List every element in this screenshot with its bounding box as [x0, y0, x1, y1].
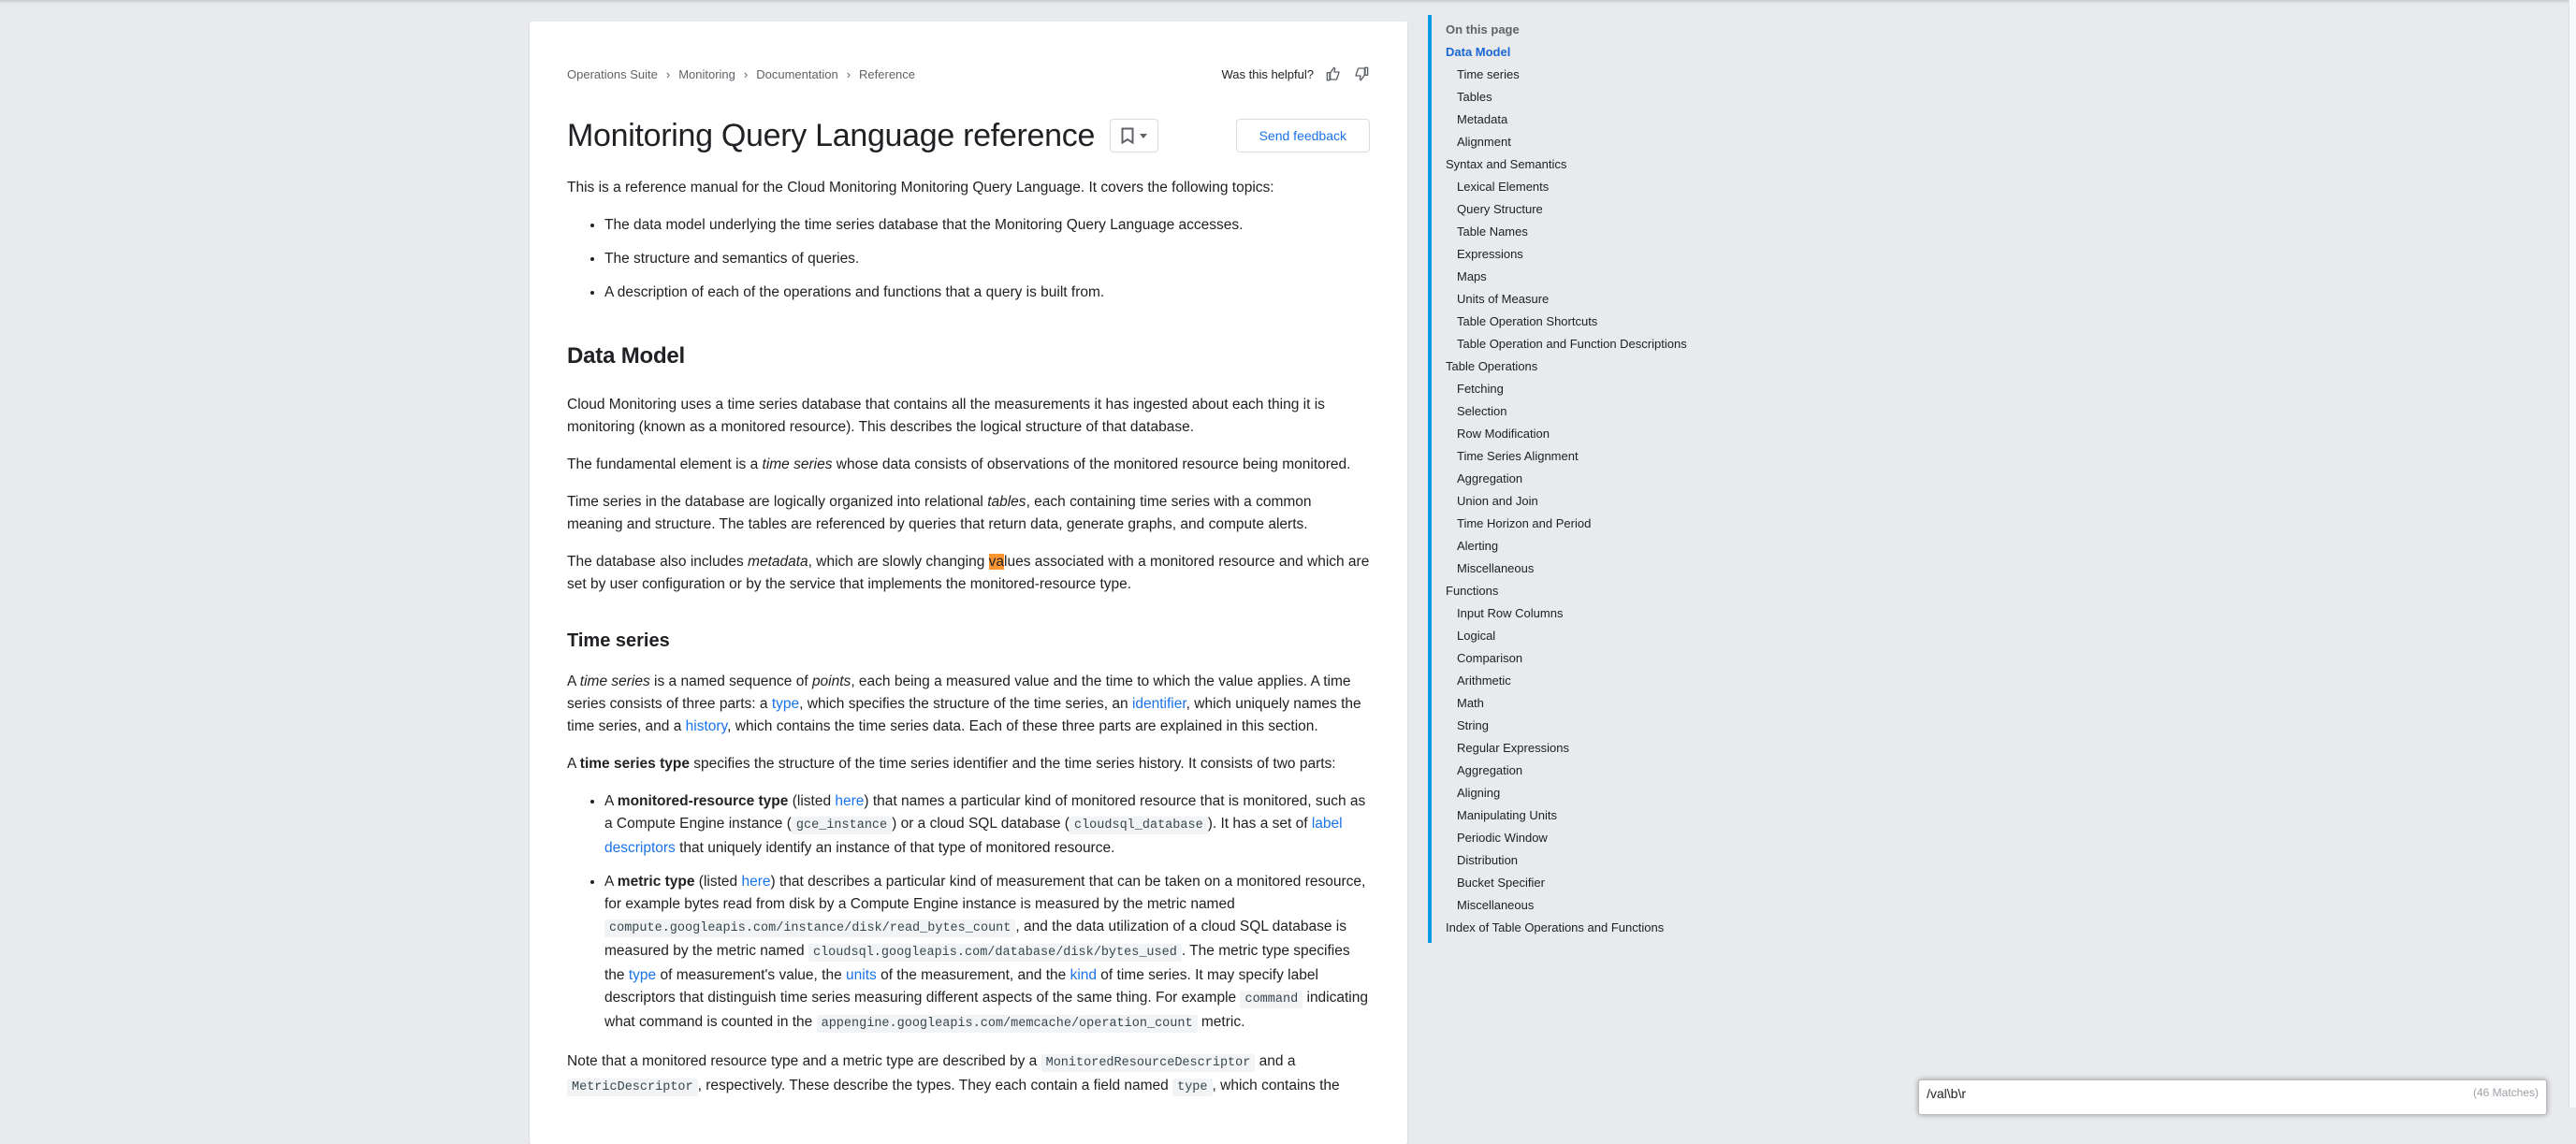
paragraph: A time series type specifies the structure of the time series identifier and the time series history. It consists of two parts:: [567, 756, 1336, 772]
toc-item-time-series[interactable]: Time series: [1457, 67, 1520, 81]
toc-item-aligning[interactable]: Aligning: [1457, 786, 1501, 800]
code-inline: cloudsql_database: [1070, 817, 1208, 834]
link-history[interactable]: history: [685, 718, 728, 734]
toc-item-aggregation[interactable]: Aggregation: [1457, 471, 1523, 485]
toc-item-row-modification[interactable]: Row Modification: [1457, 427, 1550, 441]
on-this-page-toc: [1428, 15, 1993, 943]
paragraph: Note that a monitored resource type and a metric type are described by a MonitoredResourceDescriptor and a MetricDescriptor , respectively. These describe the types. They each contain a field named type , which contains the: [567, 1053, 1340, 1094]
list-item: • The structure and semantics of queries.: [604, 248, 1370, 270]
toc-item-bucket-specifier[interactable]: Bucket Specifier: [1457, 876, 1545, 890]
toc-item-functions[interactable]: Functions: [1446, 584, 1499, 598]
paragraph: Cloud Monitoring uses a time series database that contains all the measurements it has ingested about each thing it is monitoring (known as a monitored resource). This describes the logical structure of that database.: [567, 397, 1325, 435]
helpful-label: Was this helpful?: [1221, 66, 1314, 81]
code-inline: MonitoredResourceDescriptor: [1041, 1054, 1256, 1072]
toc-item-alignment[interactable]: Alignment: [1457, 135, 1511, 149]
breadcrumb-item-documentation[interactable]: Documentation: [756, 66, 838, 81]
link-type[interactable]: type: [771, 696, 800, 712]
chevron-right-icon: ›: [665, 66, 671, 81]
list-item: • A description of each of the operations and functions that a query is built from.: [604, 282, 1370, 304]
caret-down-icon: [1140, 134, 1147, 138]
chevron-right-icon: ›: [743, 66, 749, 81]
heading-data-model: Data Model: [567, 343, 686, 369]
thumb-up-icon[interactable]: [1325, 65, 1342, 82]
code-inline: MetricDescriptor: [567, 1079, 698, 1096]
code-inline: gce_instance: [792, 817, 892, 834]
toc-item-periodic-window[interactable]: Periodic Window: [1457, 831, 1548, 845]
toc-item-index-of-table-operations-and-functions[interactable]: Index of Table Operations and Functions: [1446, 920, 1665, 934]
toc-item-input-row-columns[interactable]: Input Row Columns: [1457, 606, 1564, 620]
toc-item-math[interactable]: Math: [1457, 696, 1484, 710]
breadcrumb-item-operations-suite[interactable]: Operations Suite: [567, 66, 658, 81]
toc-item-metadata[interactable]: Metadata: [1457, 112, 1508, 126]
link-units[interactable]: units: [846, 967, 877, 983]
toc-item-miscellaneous[interactable]: Miscellaneous: [1457, 898, 1535, 912]
bookmark-icon: [1121, 127, 1134, 144]
list-item: • A monitored-resource type (listed here) that names a particular kind of monitored resource that is monitored, such as a Compute Engine instance ( gce_instance ) or a cloud SQL database ( cloudsql_database ). It has a set of label descriptors that uniquely identify an instance of that type of monitored resource.: [604, 790, 1370, 860]
toc-item-table-names[interactable]: Table Names: [1457, 224, 1528, 239]
find-input[interactable]: [1927, 1084, 2413, 1103]
toc-item-query-structure[interactable]: Query Structure: [1457, 202, 1543, 216]
paragraph: The database also includes metadata, which are slowly changing values associated with a monitored resource and which are set by user configuration or by the service that implements the monitored-resource type.: [567, 554, 1370, 592]
toc-item-time-series-alignment[interactable]: Time Series Alignment: [1457, 449, 1579, 463]
link-kind[interactable]: kind: [1070, 967, 1097, 983]
code-inline: appengine.googleapis.com/memcache/operation_count: [817, 1015, 1198, 1033]
time-series-type-list: [567, 790, 1370, 1035]
find-bar: [1918, 1079, 2547, 1115]
article-topbar: [567, 63, 1370, 85]
page-title: Monitoring Query Language reference: [567, 118, 1096, 153]
link-value-type[interactable]: type: [628, 967, 657, 983]
toc-item-data-model[interactable]: Data Model: [1446, 45, 1511, 59]
toc-list: [1432, 41, 1993, 939]
breadcrumb-item-reference[interactable]: Reference: [859, 66, 916, 81]
toc-item-distribution[interactable]: Distribution: [1457, 853, 1519, 867]
helpful-widget: [1221, 65, 1370, 82]
thumb-down-icon[interactable]: [1353, 65, 1370, 82]
chevron-right-icon: ›: [846, 66, 851, 81]
toc-item-miscellaneous[interactable]: Miscellaneous: [1457, 561, 1535, 575]
toc-item-string[interactable]: String: [1457, 718, 1489, 732]
send-feedback-button[interactable]: Send feedback: [1236, 119, 1370, 152]
list-item: • The data model underlying the time series database that the Monitoring Query Language accesses.: [604, 214, 1370, 237]
code-inline: type: [1172, 1079, 1212, 1096]
code-inline: compute.googleapis.com/instance/disk/read_bytes_count: [604, 920, 1015, 937]
toc-item-lexical-elements[interactable]: Lexical Elements: [1457, 180, 1550, 194]
list-item: • A metric type (listed here) that describes a particular kind of measurement that can be taken on a monitored resource, for example bytes read from disk by a Compute Engine instance is measured by the metric named compute.googleapis.com/instance/disk/read_bytes_count , and the data utilization of a cloud SQL database is measured by the metric named cloudsql.googleapis.com/database/disk/bytes_used . The metric type specifies the type of measurement's value, the units of the measurement, and the kind of time series. It may specify label descriptors that distinguish time series measuring different aspects of the same thing. For example command indicating what command is counted in the appengine.googleapis.com/memcache/operation_count metric.: [604, 871, 1370, 1035]
article-body: [567, 177, 1370, 1114]
heading-time-series: Time series: [567, 630, 670, 651]
find-match-count: (46 Matches): [2472, 1086, 2539, 1099]
link-label-descriptors[interactable]: label descriptors: [604, 816, 1343, 856]
breadcrumb: [567, 67, 915, 81]
toc-item-manipulating-units[interactable]: Manipulating Units: [1457, 808, 1557, 822]
toc-item-aggregation[interactable]: Aggregation: [1457, 763, 1523, 777]
top-shadow: [0, 0, 2569, 4]
toc-item-fetching[interactable]: Fetching: [1457, 382, 1504, 396]
toc-item-time-horizon-and-period[interactable]: Time Horizon and Period: [1457, 516, 1592, 530]
toc-item-table-operation-and-function-descriptions[interactable]: Table Operation and Function Descriptions: [1457, 337, 1687, 351]
toc-item-regular-expressions[interactable]: Regular Expressions: [1457, 741, 1569, 755]
toc-item-comparison[interactable]: Comparison: [1457, 651, 1523, 665]
title-row: [567, 111, 1370, 160]
toc-item-table-operations[interactable]: Table Operations: [1446, 359, 1538, 373]
paragraph: The fundamental element is a time series whose data consists of observations of the monitored resource being monitored.: [567, 456, 1351, 472]
toc-item-alerting[interactable]: Alerting: [1457, 539, 1499, 553]
link-here-monitored-resources[interactable]: here: [835, 793, 865, 809]
intro-paragraph: This is a reference manual for the Cloud Monitoring Monitoring Query Language. It covers the following topics:: [567, 180, 1274, 195]
article-card: [530, 22, 1407, 1144]
toc-item-maps[interactable]: Maps: [1457, 269, 1487, 283]
toc-heading: On this page: [1446, 22, 1520, 36]
intro-topic-list: [567, 214, 1370, 304]
toc-item-selection[interactable]: Selection: [1457, 404, 1507, 418]
link-here-metrics[interactable]: here: [741, 874, 771, 890]
toc-item-union-and-join[interactable]: Union and Join: [1457, 494, 1538, 508]
paragraph: A time series is a named sequence of points, each being a measured value and the time to which the value applies. A time series consists of three parts: a type, which specifies the structure of the time series, an identifier, which uniquely names the time series, and a history, which contains the time series data. Each of these three parts are explained in this section.: [567, 673, 1361, 734]
code-inline: cloudsql.googleapis.com/database/disk/bytes_used: [808, 944, 1182, 962]
toc-item-units-of-measure[interactable]: Units of Measure: [1457, 292, 1550, 306]
find-match-highlight: va: [988, 554, 1005, 570]
link-identifier[interactable]: identifier: [1131, 696, 1186, 712]
toc-item-arithmetic[interactable]: Arithmetic: [1457, 673, 1511, 688]
toc-item-syntax-and-semantics[interactable]: Syntax and Semantics: [1446, 157, 1567, 171]
page-scrollbar[interactable]: [2569, 0, 2576, 1108]
toc-item-logical[interactable]: Logical: [1457, 629, 1496, 643]
breadcrumb-item-monitoring[interactable]: Monitoring: [678, 66, 735, 81]
toc-item-table-operation-shortcuts[interactable]: Table Operation Shortcuts: [1457, 314, 1598, 328]
paragraph: Time series in the database are logically organized into relational tables, each containing time series with a common meaning and structure. The tables are referenced by queries that return data, generate graphs, and compute alerts.: [567, 494, 1312, 532]
code-inline: command: [1240, 991, 1303, 1008]
toc-item-tables[interactable]: Tables: [1457, 90, 1492, 104]
bookmark-button[interactable]: [1110, 119, 1158, 152]
toc-item-expressions[interactable]: Expressions: [1457, 247, 1523, 261]
